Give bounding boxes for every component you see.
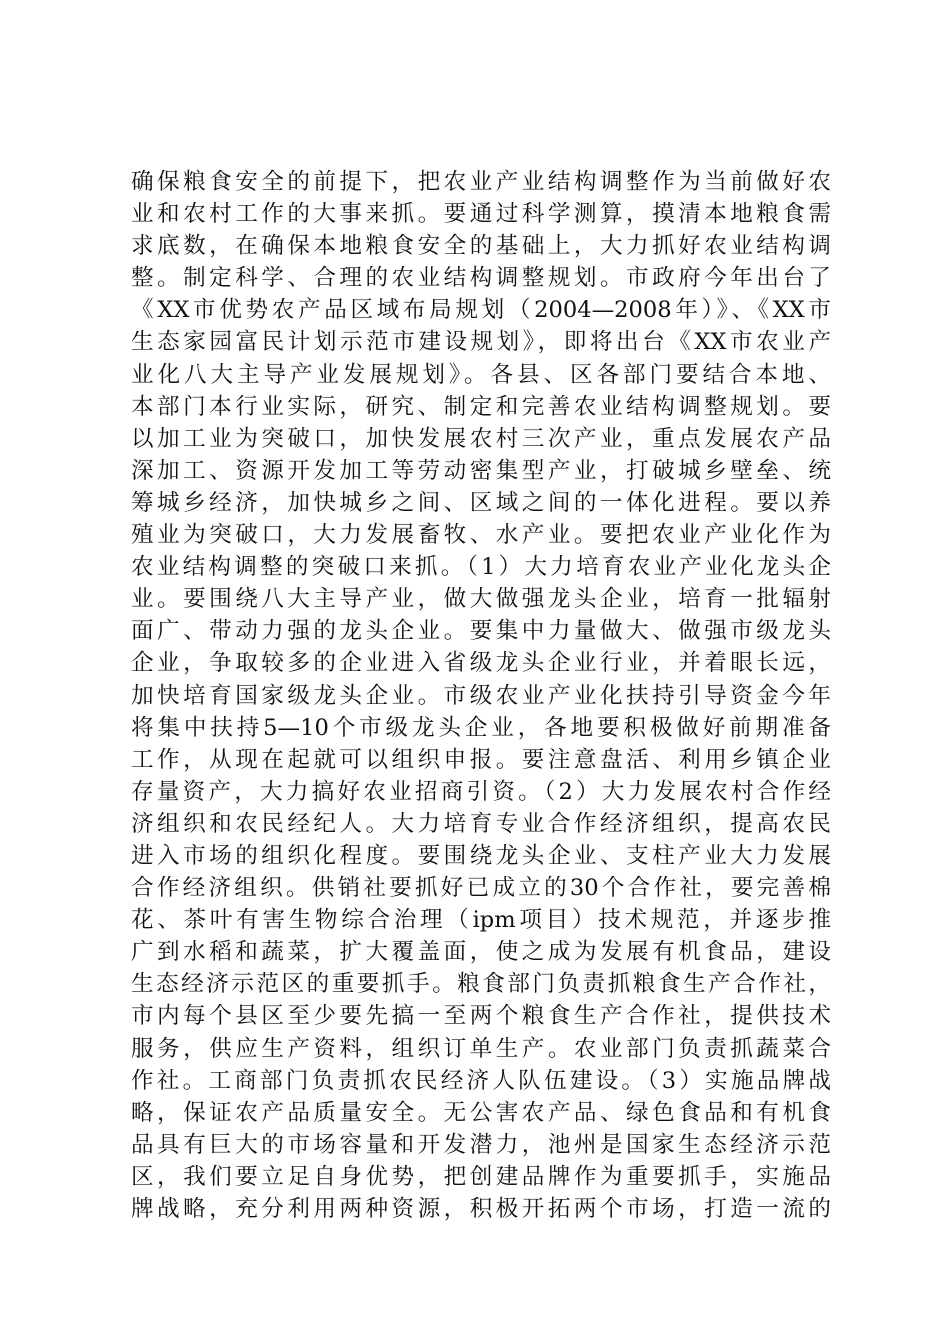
text-line: 农业结构调整的突破口来抓。（1）大力培育农业产业化龙头企 [131, 554, 831, 581]
text-line: 业。要围绕八大主导产业，做大做强龙头企业，培育一批辐射 [131, 586, 831, 613]
text-line: 筹城乡经济，加快城乡之间、区域之间的一体化进程。要以养 [131, 489, 831, 516]
text-line: 生态家园富民计划示范市建设规划》，即将出台《XX市农业产 [131, 329, 831, 356]
text-line: 牌战略，充分利用两种资源，积极开拓两个市场，打造一流的 [131, 1196, 831, 1222]
text-line: 合作经济组织。供销社要抓好已成立的30个合作社，要完善棉 [131, 875, 831, 902]
text-line: 进入市场的组织化程度。要围绕龙头企业、支柱产业大力发展 [131, 842, 831, 869]
text-line: 业化八大主导产业发展规划》。各县、区各部门要结合本地、 [131, 361, 831, 388]
body-paragraph [131, 166, 831, 1225]
text-line: 业和农村工作的大事来抓。要通过科学测算，摸清本地粮食需 [131, 201, 831, 228]
text-line: 以加工业为突破口，加快发展农村三次产业，重点发展农产品 [131, 425, 831, 452]
text-line: 花、茶叶有害生物综合治理（ipm项目）技术规范，并逐步推 [131, 907, 831, 934]
text-line: 工作，从现在起就可以组织申报。要注意盘活、利用乡镇企业 [131, 746, 831, 773]
text-line: 作社。工商部门负责抓农民经济人队伍建设。（3）实施品牌战 [131, 1067, 831, 1094]
text-line: 将集中扶持5—10个市级龙头企业，各地要积极做好前期准备 [131, 714, 831, 741]
text-line: 市内每个县区至少要先搞一至两个粮食生产合作社，提供技术 [131, 1003, 831, 1030]
text-line: 区，我们要立足自身优势，把创建品牌作为重要抓手，实施品 [131, 1163, 831, 1190]
text-line: 加快培育国家级龙头企业。市级农业产业化扶持引导资金今年 [131, 682, 831, 709]
text-line: 深加工、资源开发加工等劳动密集型产业，打破城乡壁垒、统 [131, 457, 831, 484]
text-line: 《XX市优势农产品区域布局规划（2004—2008年）》、《XX市 [131, 297, 831, 324]
text-line: 本部门本行业实际，研究、制定和完善农业结构调整规划。要 [131, 393, 831, 420]
text-line: 殖业为突破口，大力发展畜牧、水产业。要把农业产业化作为 [131, 522, 831, 549]
text-line: 确保粮食安全的前提下，把农业产业结构调整作为当前做好农 [131, 169, 831, 195]
text-line: 生态经济示范区的重要抓手。粮食部门负责抓粮食生产合作社， [131, 971, 831, 998]
text-line: 服务，供应生产资料，组织订单生产。农业部门负责抓蔬菜合 [131, 1035, 831, 1062]
text-line: 企业，争取较多的企业进入省级龙头企业行业，并着眼长远， [131, 650, 831, 677]
text-line: 求底数，在确保本地粮食安全的基础上，大力抓好农业结构调 [131, 233, 831, 260]
text-line: 广到水稻和蔬菜，扩大覆盖面，使之成为发展有机食品，建设 [131, 939, 831, 966]
text-line: 存量资产，大力搞好农业招商引资。（2）大力发展农村合作经 [131, 778, 831, 805]
text-line: 整。制定科学、合理的农业结构调整规划。市政府今年出台了 [131, 265, 831, 292]
text-line: 品具有巨大的市场容量和开发潜力，池州是国家生态经济示范 [131, 1131, 831, 1158]
text-line: 面广、带动力强的龙头企业。要集中力量做大、做强市级龙头 [131, 618, 831, 645]
text-line: 济组织和农民经纪人。大力培育专业合作经济组织，提高农民 [131, 810, 831, 837]
text-line: 略，保证农产品质量安全。无公害农产品、绿色食品和有机食 [131, 1099, 831, 1126]
